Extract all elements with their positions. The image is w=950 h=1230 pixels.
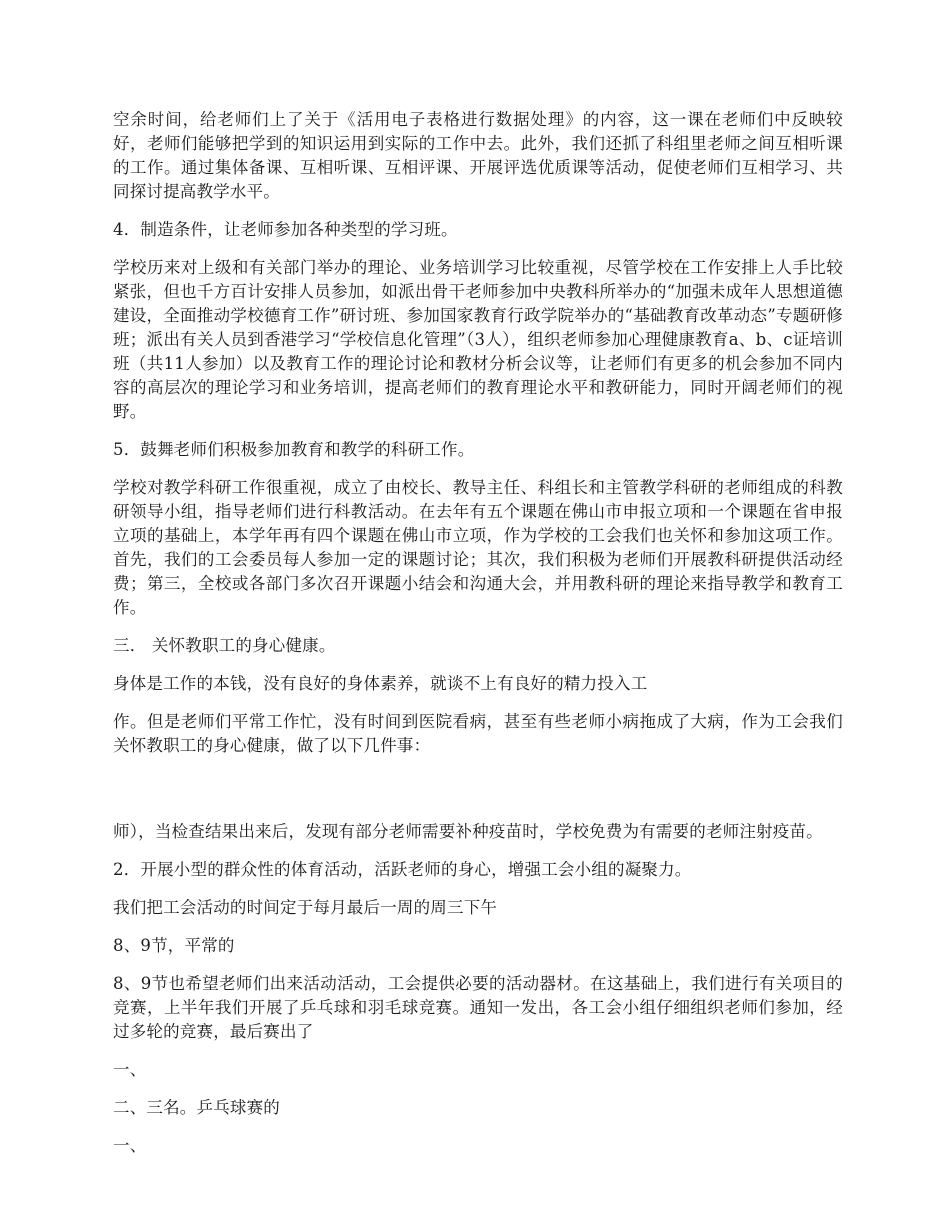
paragraph: 一、	[113, 1060, 147, 1079]
paragraph: 8、9节也希望老师们出来活动活动，工会提供必要的活动器材。在这基础上，我们进行有关项目的竞赛，上半年我们开展了乒乓球和羽毛球竞赛。通知一发出，各工会小组仔细组织老师们参加，经过多轮的竞赛，最后赛出了	[113, 974, 843, 1041]
paragraph: 一、	[113, 1136, 147, 1155]
paragraph: 我们把工会活动的时间定于每月最后一周的周三下午	[113, 898, 498, 917]
paragraph: 身体是工作的本钱，没有良好的身体素养，就谈不上有良好的精力投入工	[113, 674, 648, 693]
paragraph: 8、9节，平常的	[113, 936, 235, 955]
paragraph: 师），当检查结果出来后，发现有部分老师需要补种疫苗时，学校免费为有需要的老师注射疫苗。	[113, 822, 823, 841]
section-heading: 三． 关怀教职工的身心健康。	[113, 636, 336, 655]
paragraph: 学校历来对上级和有关部门举办的理论、业务培训学习比较重视，尽管学校在工作安排上人手比较紧张，但也千方百计安排人员参加，如派出骨干老师参加中央教科所举办的“加强未成年人思想道德建设，全面推动学校德育工作”研讨班、参加国家教育行政学院举办的“基础教育改革动态”专题研修班；派出有关人员到香港学习“学校信息化管理”（3人），组织老师参加心理健康教育a、b、c证培训班（共11人参加）以及教育工作的理论讨论和教材分析会议等，让老师们有更多的机会参加不同内容的高层次的理论学习和业务培训，提高老师们的教育理论水平和教研能力，同时开阔老师们的视野。	[113, 258, 843, 421]
section-heading: 5．鼓舞老师们积极参加教育和教学的科研工作。	[113, 440, 475, 459]
document-page	[113, 108, 843, 1172]
section-heading: 2．开展小型的群众性的体育活动，活跃老师的身心，增强工会小组的凝聚力。	[113, 860, 692, 879]
section-heading: 4．制造条件，让老师参加各种类型的学习班。	[113, 220, 458, 239]
paragraph: 作。但是老师们平常工作忙，没有时间到医院看病，甚至有些老师小病拖成了大病，作为工会我们关怀教职工的身心健康，做了以下几件事：	[113, 712, 843, 755]
paragraph: 空余时间，给老师们上了关于《活用电子表格进行数据处理》的内容，这一课在老师们中反映较好，老师们能够把学到的知识运用到实际的工作中去。此外，我们还抓了科组里老师之间互相听课的工作。通过集体备课、互相听课、互相评课、开展评选优质课等活动，促使老师们互相学习、共同探讨提高教学水平。	[113, 110, 843, 201]
paragraph: 二、三名。乒乓球赛的	[113, 1098, 280, 1117]
paragraph: 学校对教学科研工作很重视，成立了由校长、教导主任、科组长和主管教学科研的老师组成的科教研领导小组，指导老师们进行科教活动。在去年有五个课题在佛山市申报立项和一个课题在省申报立项的基础上，本学年再有四个课题在佛山市立项，作为学校的工会我们也关怀和参加这项工作。首先，我们的工会委员每人参加一定的课题讨论；其次，我们积极为老师们开展教科研提供活动经费；第三，全校或各部门多次召开课题小结会和沟通大会，并用教科研的理论来指导教学和教育工作。	[113, 478, 843, 617]
